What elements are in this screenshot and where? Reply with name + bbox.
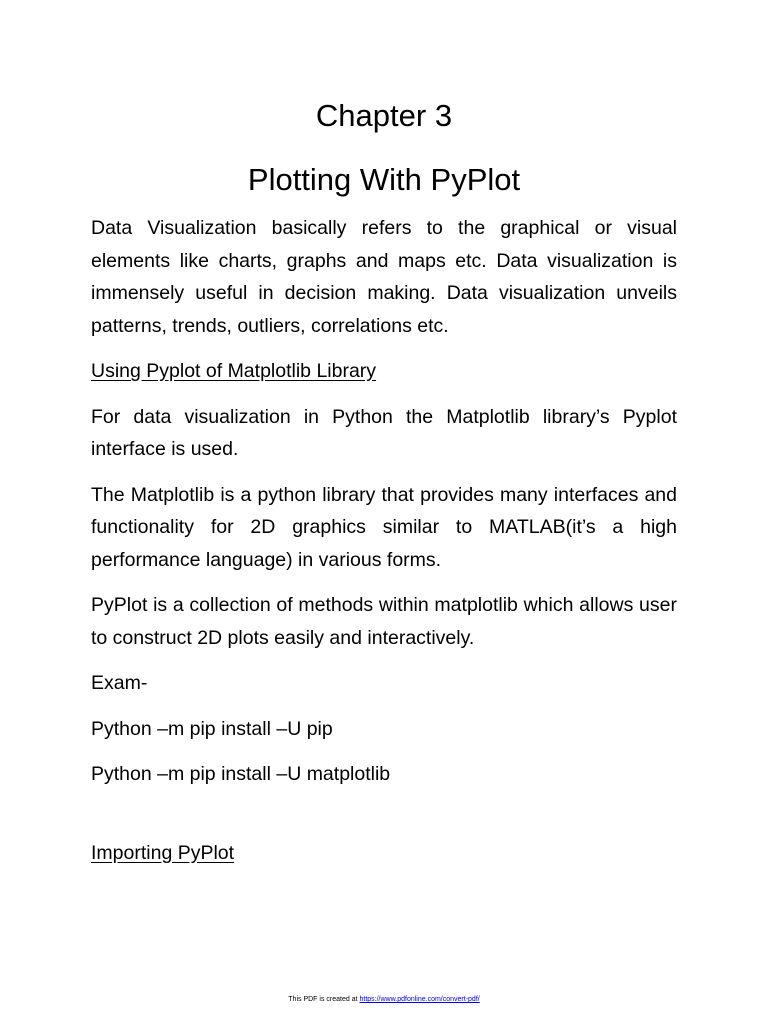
page-content <box>91 96 677 869</box>
footer-link[interactable]: https://www.pdfonline.com/convert-pdf/ <box>359 996 480 1003</box>
chapter-title: Plotting With PyPlot <box>247 162 521 197</box>
section-heading-importing-pyplot-text: Importing PyPlot <box>91 841 235 864</box>
chapter-number: Chapter 3 <box>315 98 453 133</box>
section-heading-using-pyplot-text: Using Pyplot of Matplotlib Library <box>91 360 377 382</box>
interface-paragraph: For data visualization in Python the Matplotlib library’s Pyplot interface is used. <box>91 405 677 460</box>
exam-label: Exam- <box>91 672 148 694</box>
footer-prefix: This PDF is created at <box>288 996 360 1003</box>
pdf-footer <box>0 995 768 1005</box>
section-heading-using-pyplot <box>91 355 677 388</box>
command-install-pip: Python –m pip install –U pip <box>91 717 333 740</box>
intro-paragraph: Data Visualization basically refers to the graphical or visual elements like charts, graphs and maps etc. Data visualization is immensely useful in decision making. Data visualization unveils patterns, trends, outliers, correlations etc. <box>91 217 677 337</box>
command-install-matplotlib: Python –m pip install –U matplotlib <box>91 763 391 785</box>
section-heading-importing-pyplot <box>91 837 677 870</box>
matplotlib-paragraph: The Matplotlib is a python library that provides many interfaces and functionality for 2D graphics similar to MATLAB(it’s a high performance language) in various forms. <box>91 483 677 571</box>
pyplot-paragraph: PyPlot is a collection of methods within matplotlib which allows user to construct 2D plots easily and interactively. <box>91 594 677 649</box>
